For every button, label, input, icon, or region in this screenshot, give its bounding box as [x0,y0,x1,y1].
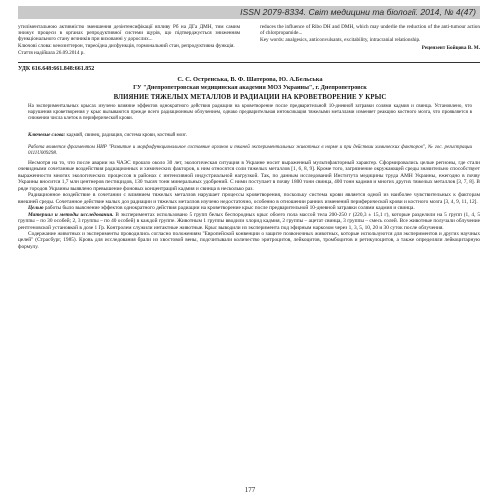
previous-article-english-text: reduces the influence of Ribo DH and DMH, which may underlie the reduction of the anti-tumour action of chlorpropamide... [260,24,480,37]
methods-text: В экспериментах использовано 5 групп белых беспородных крыс обоего пола массой тела 200-250 г (220,3 ± 15,1 г), которые разделили на 5 групп (1, 4, 5 группы – по 30 особей; 2, 3 группы – по 40 особей) в каждой группе. Животным 1 группы вводили хлорид кадмия, 2 группы – ацетат свинца, 3 группы – смесь солей. Все животные получали облучение рентгеновской установкой в дозе 1 Гр. Контролем служили интактные животные. Крыс выводили из эксперимента под эфирным наркозом через 1, 3, 5, 10, 20 и 30 суток после облучения. [18,211,480,231]
article-authors: С. С. Остренська, В. Ф. Шатерова, Ю. А.Бельська [177,76,323,83]
keywords-label: Ключевые слова: [28,133,66,138]
keywords-text: кадмий, свинец, радиация, система крови, костный мозг. [66,133,187,138]
section-divider [18,62,480,63]
funding-note: Работа является фрагментом НИР "Развитие и морфофункциональное состояние органов и тканей экспериментальных животных в норме и при действии химических факторов", № гос. регистрации 0111U009298. [28,145,472,156]
journal-header-bar [18,6,480,19]
previous-article-right-column [260,24,480,51]
abstract-text: На экспериментальных крысах изучено влияние эффектов однократного действия радиации на кроветворение после предварительной 10-дневной затравки солями кадмия и свинца. Установлено, что нарушения кроветворения у крыс вызываются прежде всего радиационным облучением, однако предварительная интоксикация тяжелыми металлами изменяет реакцию костного мозга, что проявляется в снижении числа клеток в периферической крови. [28,104,472,121]
article-title: ВЛИЯНИЕ ТЯЖЕЛЫХ МЕТАЛЛОВ И РАДИАЦИИ НА КРОВЕТВОРЕНИЕ У КРЫС [113,94,387,101]
body-paragraph: Радиационное воздействие в сочетании с влиянием тяжелых металлов нарушает процессы кроветворения, поскольку система крови является одной из наиболее чувствительных к факторам внешней среды. Сочетанное действие малых доз радиации и тяжелых металлов изучено недостаточно, особенно в отношении ранних изменений периферической крови и костного мозга [3, 4, 9, 11, 12]. [18,192,480,205]
body-paragraph: Несмотря на то, что после аварии на ЧАЭС прошло около 30 лет, экологическая ситуация в Украине носит выраженный мультифакторный характер. Сформировались целые регионы, где стали очевидными сочетанные воздействия радиационных и химических факторов, к ним относятся соли тяжелых металлов [1, 6, 8, 9]. Кроме того, загрязнение окружающей среды значительно способствует выраженности многих экологических процессов в районах с интенсивной индустриальной нагрузкой. Так, по данным исследований Института медицины труда АМН Украины, ежегодно в почву Украины вносится 1,7 млн центнеров пестицидов, 130 тысяч тонн минеральных удобрений. С ними поступает в почву 1800 тонн свинца, 400 тонн кадмия и многих других тяжелых металлов [3, 7, 8]. В ряде городов Украины выявлено превышение фоновых концентраций кадмия и свинца в несколько раз. [18,160,480,192]
article-abstract [28,104,472,122]
previous-article-english-keywords: Key words: analgesics, anticonvulsants, excitability, intracranial relationship. [260,37,421,44]
udc-code: УДК 616.648:661.848:661.852 [18,66,95,72]
body-paragraph-methods [18,212,480,231]
body-paragraph: Содержание животных и эксперименты проводились согласно положениям "Европейской конвенции о защите позвоночных животных, которые используются для экспериментов и других научных целей" (Страсбург, 1985). Кровь для исследования брали из хвостовой вены, подсчитывали количество эритроцитов, лейкоцитов, тромбоцитов и ретикулоцитов, а также определяли лейкоцитарную формулу. [18,230,480,250]
article-body [18,160,480,250]
previous-article-keywords: Ключові слова: кенозиттерон, тиреоїдна дисфункція, гормональний стан, репродуктивна функція. [18,42,235,49]
previous-article-left-column [18,24,240,56]
previous-article-text: утиліментальною активністю зменшення дезінтенсифікації впливу Рб на ДГа ДМН, тим самим знижує процеси в органах репродуктивної системи щурів, що підтверджується зниженням функціонального стану яєчників при вихованні у дорослих... [18,24,240,43]
journal-header: ISSN 2079-8334. Світ медицини та біології. 2014, № 4(47) [240,7,476,17]
reviewer-signature: Рецензент Бойцова В. М. [421,44,480,51]
aim-text: работы было выяснение эффектов однократного действия радиации на кроветворение крыс после предварительной 10-дневной затравки солями кадмия и свинца. [43,205,415,212]
aim-lead: Целью [28,205,44,212]
article-institution: ГУ "Днепропетровская медицинская академия МОЗ Украины", г. Днепропетровск [133,84,367,91]
methods-lead: Материал и методы исследования. [28,211,114,218]
article-keywords [28,133,472,138]
received-date: Стаття надійшла 26.09.2014 р. [18,49,85,56]
page-number: 177 [244,486,256,494]
